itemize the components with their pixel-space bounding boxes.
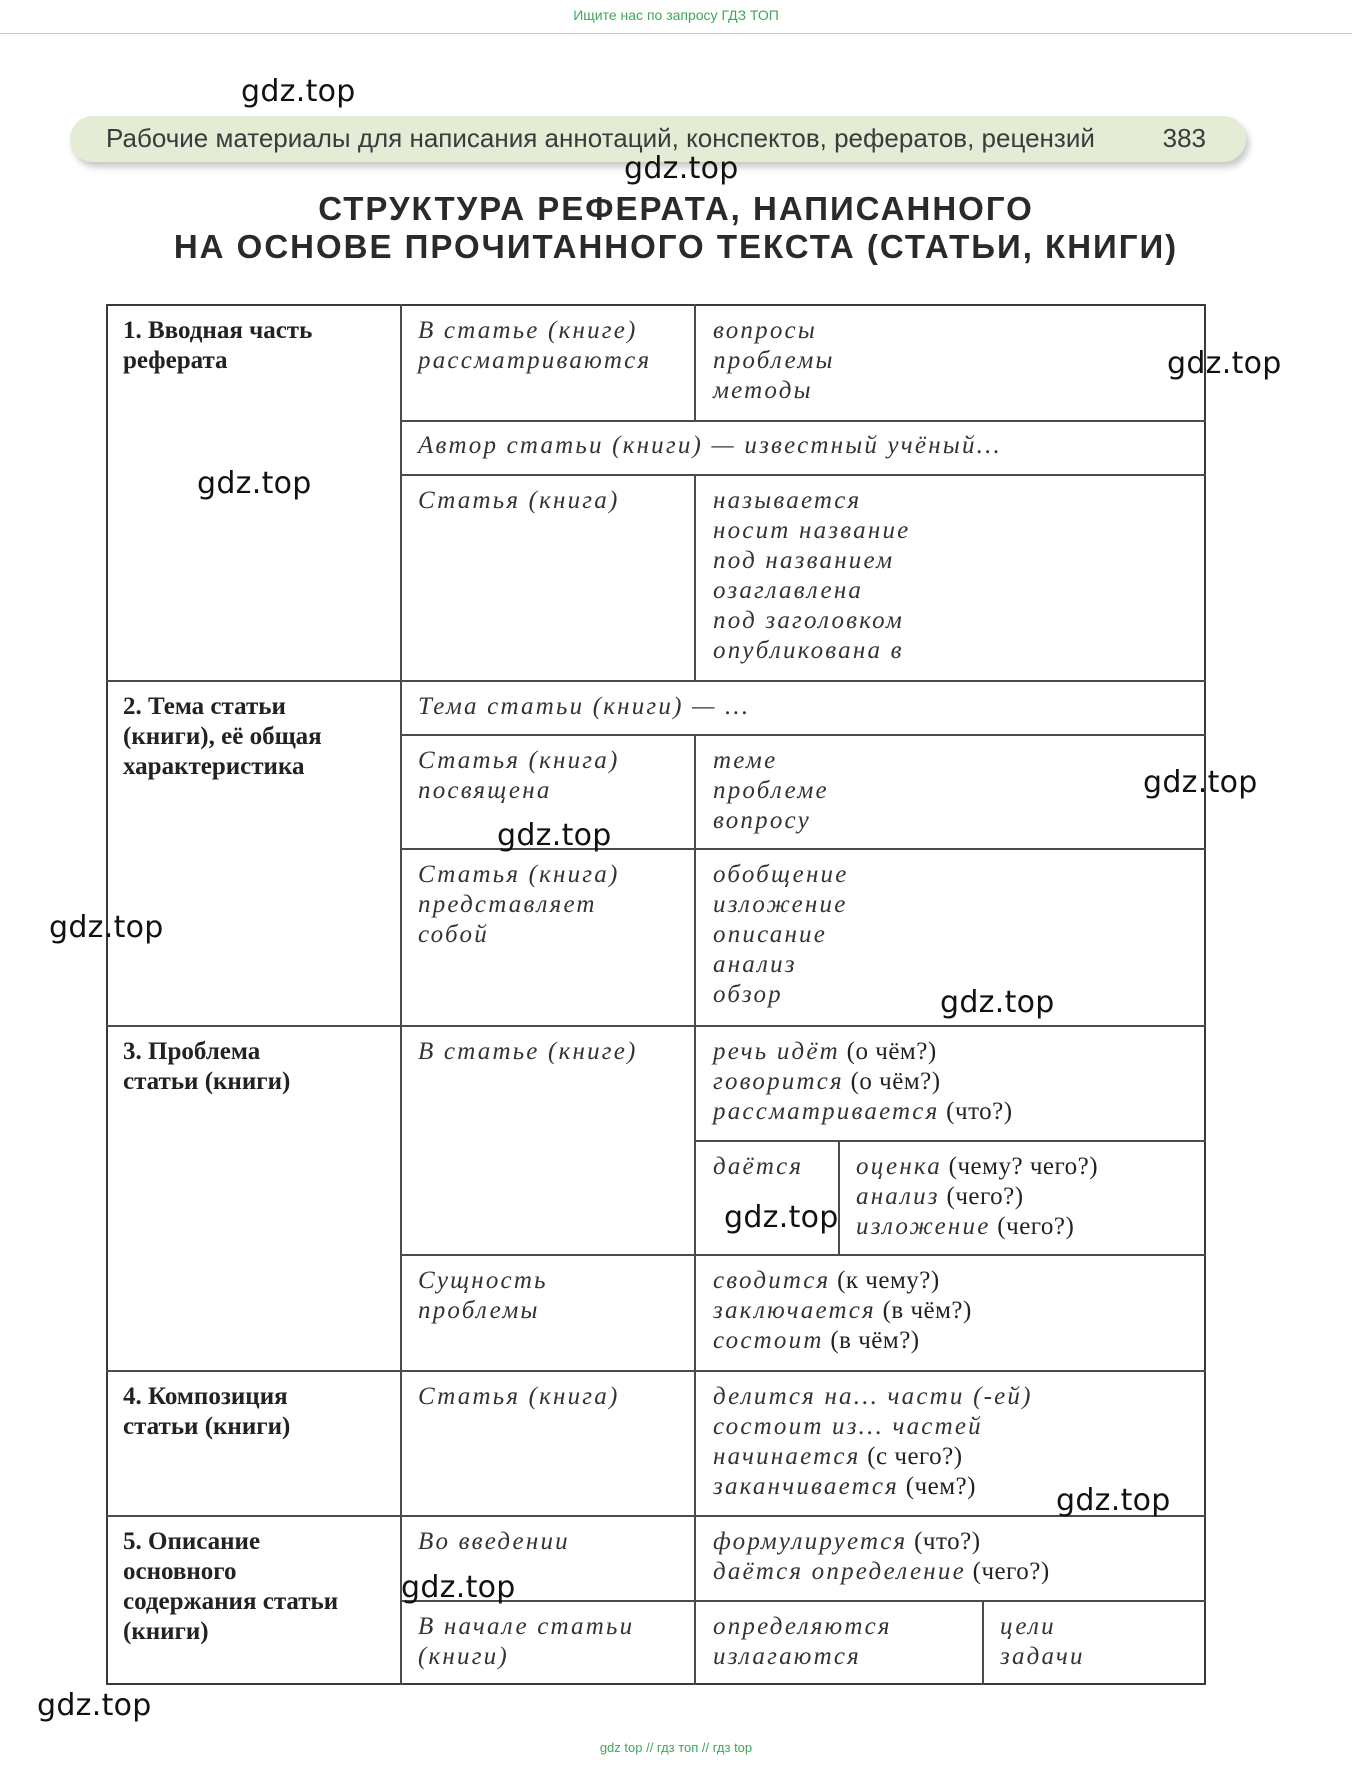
watermark: gdz.top — [1056, 1483, 1171, 1518]
table-rule — [982, 1600, 984, 1685]
section-5-row-1-options: формулируется (что?) даётся определение (чего?) — [713, 1528, 1050, 1585]
section-1-row-2-phrase: Автор статьи (книги) — известный учёный... — [418, 432, 1003, 459]
section-4-options: делится на... части (-ей) состоит из... частей начинается (с чего?) заканчивается (чем?) — [713, 1383, 1033, 1500]
section-2-heading: 2. Тема статьи (книги), её общая характеристика — [123, 693, 322, 780]
section-1-row-3-phrase: Статья (книга) — [418, 487, 620, 514]
table-rule — [400, 734, 1206, 736]
watermark: gdz.top — [940, 985, 1055, 1020]
section-2-row-3-phrase: Статья (книга) представляет собой — [418, 861, 620, 948]
section-5-row-2-verbs: определяются излагаются — [713, 1613, 892, 1670]
section-2-row-1-phrase: Тема статьи (книги) — ... — [418, 693, 751, 720]
table-rule — [694, 304, 696, 420]
section-4-heading: 4. Композиция статьи (книги) — [123, 1383, 291, 1440]
table-rule — [106, 1370, 1206, 1372]
section-5-row-2-objects: цели задачи — [1000, 1613, 1085, 1670]
table-rule — [694, 474, 696, 682]
watermark: gdz.top — [1143, 765, 1258, 800]
table-rule — [106, 1515, 1206, 1517]
section-5-row-2-phrase: В начале статьи (книги) — [418, 1613, 635, 1670]
table-rule — [106, 1025, 1206, 1027]
table-rule — [400, 1600, 1206, 1602]
watermark: gdz.top — [49, 910, 164, 945]
watermark: gdz.top — [624, 151, 739, 186]
watermark: gdz.top — [724, 1200, 839, 1235]
table-rule — [400, 474, 1206, 476]
page-title-line-1: СТРУКТУРА РЕФЕРАТА, НАПИСАННОГО — [318, 190, 1034, 227]
section-5-heading: 5. Описание основного содержания статьи (книги) — [123, 1528, 339, 1645]
watermark: gdz.top — [401, 1570, 516, 1605]
page-number: 383 — [1162, 123, 1206, 153]
table-rule — [838, 1140, 840, 1256]
section-3-row-3-options: сводится (к чему?) заключается (в чём?) состоит (в чём?) — [713, 1267, 972, 1354]
table-rule — [694, 1140, 1206, 1142]
section-4-phrase: Статья (книга) — [418, 1383, 620, 1410]
section-3-row-3-phrase: Сущность проблемы — [418, 1267, 548, 1324]
section-3-row-2-options: оценка (чему? чего?) анализ (чего?) изложение (чего?) — [856, 1153, 1099, 1240]
section-1-row-1-options: вопросы проблемы методы — [713, 317, 835, 404]
section-3-heading: 3. Проблема статьи (книги) — [123, 1038, 291, 1095]
table-rule — [694, 734, 696, 1685]
section-2-row-2-options: теме проблеме вопросу — [713, 747, 829, 834]
watermark: gdz.top — [197, 466, 312, 501]
watermark: gdz.top — [241, 74, 356, 109]
section-1-heading: 1. Вводная часть реферата — [123, 317, 313, 374]
top-banner[interactable]: Ищите нас по запросу ГДЗ ТОП — [0, 0, 1352, 34]
table-rule — [400, 304, 402, 1685]
watermark: gdz.top — [1167, 346, 1282, 381]
watermark: gdz.top — [37, 1688, 152, 1723]
table-rule — [106, 680, 1206, 682]
section-3-row-1-phrase: В статье (книге) — [418, 1038, 638, 1065]
section-1-row-3-options: называется носит название под названием озаглавлена под заголовком опубликована в — [713, 487, 911, 664]
section-2-row-3-options: обобщение изложение описание анализ обзор — [713, 861, 849, 1008]
section-2-row-2-phrase: Статья (книга) посвящена — [418, 747, 620, 804]
watermark: gdz.top — [497, 818, 612, 853]
table-rule — [400, 420, 1206, 422]
footer-links[interactable]: gdz top // гдз топ // гдз top — [599, 1740, 753, 1755]
section-3-row-1-options: речь идёт (о чём?) говорится (о чём?) рассматривается (что?) — [713, 1038, 1013, 1125]
running-header-text: Рабочие материалы для написания аннотаций, конспектов, рефератов, рецензий — [106, 123, 1095, 153]
table-rule — [400, 1254, 1206, 1256]
section-5-row-1-phrase: Во введении — [418, 1528, 570, 1555]
page-title-line-2: НА ОСНОВЕ ПРОЧИТАННОГО ТЕКСТА (СТАТЬИ, КНИГИ) — [173, 228, 1179, 265]
section-3-row-2-verb: даётся — [713, 1153, 804, 1180]
page-title — [0, 190, 1352, 266]
section-1-row-1-phrase: В статье (книге) рассматриваются — [418, 317, 652, 374]
